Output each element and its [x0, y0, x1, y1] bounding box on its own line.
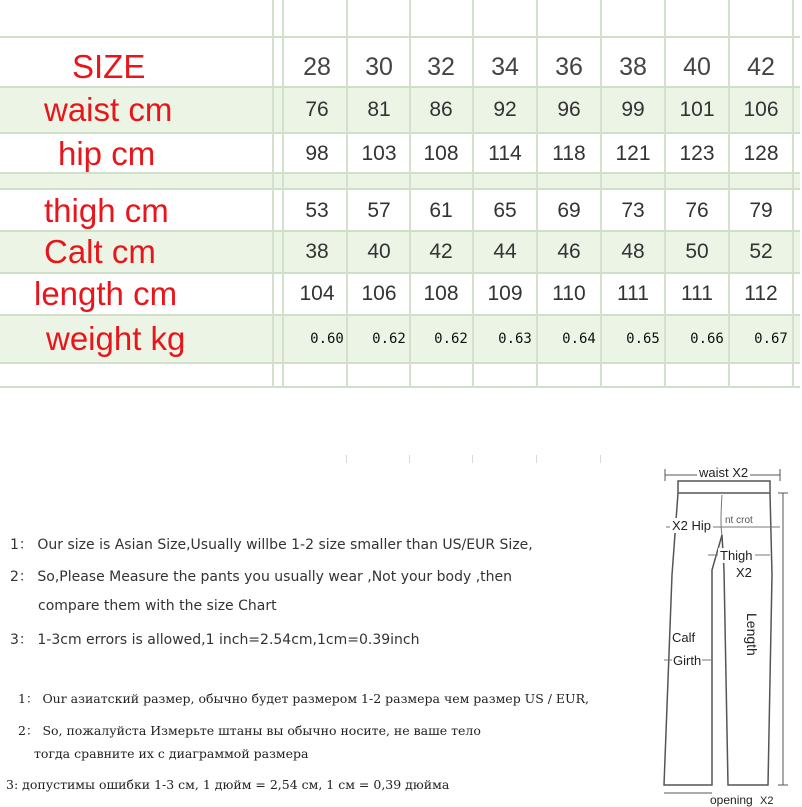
pants-measurement-diagram	[650, 455, 800, 807]
note-text: So,Please Measure the pants you usually wear ,Not your body ,then	[37, 569, 512, 585]
table-cell: 50	[685, 240, 709, 263]
note-ru-2	[18, 721, 481, 739]
note-en-3	[10, 629, 419, 649]
grid-line	[0, 172, 800, 174]
table-cell: 0.65	[626, 331, 660, 347]
note-number: 3：	[10, 632, 33, 648]
table-cell: 0.63	[498, 331, 532, 347]
grid-line	[0, 132, 800, 134]
table-cell: 0.62	[434, 331, 468, 347]
table-cell: 112	[744, 282, 778, 305]
table-cell: 99	[621, 98, 645, 121]
grid-line	[536, 0, 538, 388]
grid-line	[0, 230, 800, 232]
diagram-label-length: Length	[744, 613, 760, 656]
table-cell: 79	[749, 199, 773, 222]
table-cell: 76	[685, 199, 709, 222]
table-cell: 121	[615, 142, 651, 165]
table-spacer-row	[0, 174, 800, 188]
grid-remnant	[409, 455, 410, 463]
grid-line	[792, 0, 794, 388]
table-cell: 34	[491, 52, 519, 81]
table-row-calf	[0, 232, 800, 272]
row-label: Calt cm	[44, 233, 156, 270]
table-cell: 0.64	[562, 331, 596, 347]
table-cell: 53	[305, 199, 329, 222]
grid-line	[664, 0, 666, 388]
table-cell: 0.66	[690, 331, 724, 347]
table-cell: 81	[367, 98, 391, 121]
table-cell: 103	[361, 142, 397, 165]
table-cell: 61	[429, 199, 453, 222]
table-cell: 108	[423, 282, 459, 305]
note-number: 2：	[10, 569, 33, 585]
table-cell: 123	[679, 142, 715, 165]
table-row-waist	[0, 88, 800, 132]
grid-line	[0, 188, 800, 190]
note-number: 1：	[18, 691, 39, 706]
table-cell: 109	[487, 282, 523, 305]
table-cell: 44	[493, 240, 517, 263]
note-number: 1：	[10, 537, 33, 553]
table-cell: 40	[367, 240, 391, 263]
table-cell: 40	[683, 52, 711, 81]
grid-line	[409, 0, 411, 388]
table-cell: 69	[557, 199, 581, 222]
table-cell: 73	[621, 199, 645, 222]
note-text: So, пожалуйста Измерьте штаны вы обычно носите, не ваше тело	[42, 723, 481, 738]
grid-line	[346, 0, 348, 388]
diagram-label-waist: waist X2	[699, 465, 749, 480]
table-cell: 28	[303, 52, 331, 81]
table-cell: 106	[743, 98, 779, 121]
diagram-label-thigh: Thigh	[720, 548, 753, 563]
table-cell: 128	[743, 142, 779, 165]
note-text: допустимы ошибки 1-3 см, 1 дюйм = 2,54 см, 1 см = 0,39 дюйма	[22, 777, 450, 792]
table-cell: 118	[552, 142, 586, 165]
table-cell: 65	[493, 199, 517, 222]
diagram-label-hip: X2 Hip	[672, 518, 712, 533]
table-cell: 114	[488, 142, 522, 165]
table-cell: 38	[619, 52, 647, 81]
table-cell: 36	[555, 52, 583, 81]
diagram-label-opening: opening	[710, 793, 753, 807]
table-cell: 110	[552, 282, 586, 305]
note-number: 2：	[18, 723, 39, 738]
grid-line	[0, 272, 800, 274]
table-cell: 30	[365, 52, 393, 81]
table-cell: 42	[429, 240, 453, 263]
grid-remnant	[536, 455, 537, 463]
table-cell: 108	[423, 142, 459, 165]
table-cell: 0.62	[372, 331, 406, 347]
table-cell: 57	[367, 199, 391, 222]
diagram-label-thigh-x2: X2	[736, 565, 752, 580]
table-cell: 76	[305, 98, 329, 121]
row-label: thigh cm	[44, 192, 169, 229]
table-row-hip	[0, 134, 800, 174]
diagram-label-girth: Girth	[673, 653, 702, 668]
note-en-1	[10, 534, 533, 554]
table-cell: 0.67	[754, 331, 788, 347]
table-cell: 86	[429, 98, 453, 121]
grid-line	[728, 0, 730, 388]
table-cell: 48	[621, 240, 645, 263]
table-cell: 52	[749, 240, 773, 263]
diagram-label-front-crotch: nt crot	[725, 515, 753, 526]
table-cell: 111	[681, 282, 713, 305]
pants-outline-icon	[650, 455, 800, 800]
table-cell: 111	[617, 282, 649, 305]
grid-line	[0, 386, 800, 388]
table-cell: 0.60	[310, 331, 344, 347]
table-row-weight	[0, 316, 800, 362]
note-text: 1-3cm errors is allowed,1 inch=2.54cm,1cm=0.39inch	[37, 632, 420, 648]
grid-line	[600, 0, 602, 388]
grid-remnant	[472, 455, 473, 463]
note-text: Our азиатский размер, обычно будет размером 1-2 размера чем размер US / EUR,	[42, 691, 589, 706]
grid-line	[0, 362, 800, 364]
grid-line	[0, 314, 800, 316]
row-label: length cm	[34, 275, 178, 312]
grid-line	[472, 0, 474, 388]
note-ru-3	[6, 777, 449, 792]
row-label: hip cm	[58, 135, 156, 172]
note-en-2-cont	[38, 598, 277, 614]
row-label: waist cm	[44, 91, 173, 128]
note-ru-2-cont	[34, 746, 309, 761]
table-cell: 101	[679, 98, 715, 121]
note-en-2	[10, 566, 512, 586]
table-cell: 38	[305, 240, 329, 263]
grid-line	[272, 0, 274, 388]
note-ru-1	[18, 689, 589, 707]
grid-line	[0, 36, 800, 38]
row-label: weight kg	[46, 320, 186, 357]
row-label: SIZE	[72, 48, 146, 85]
table-cell: 32	[427, 52, 455, 81]
note-text: тогда сравните их с диаграммой размера	[34, 746, 309, 761]
grid-line	[282, 0, 284, 388]
grid-line	[0, 86, 800, 88]
note-number: 3:	[6, 777, 19, 792]
table-cell: 104	[299, 282, 335, 305]
table-cell: 106	[361, 282, 397, 305]
note-text: compare them with the size Chart	[38, 598, 277, 614]
table-cell: 42	[747, 52, 775, 81]
table-row-thigh	[0, 190, 800, 232]
diagram-label-opening-x2: X2	[760, 795, 774, 807]
note-text: Our size is Asian Size,Usually willbe 1-2 size smaller than US/EUR Size,	[37, 537, 533, 553]
table-cell: 92	[493, 98, 517, 121]
grid-remnant	[600, 455, 601, 463]
table-cell: 98	[305, 142, 329, 165]
grid-remnant	[346, 455, 347, 463]
table-cell: 46	[557, 240, 581, 263]
table-cell: 96	[557, 98, 581, 121]
diagram-label-calf: Calf	[672, 630, 696, 645]
size-chart-table	[0, 0, 800, 390]
table-row-length	[0, 274, 800, 314]
